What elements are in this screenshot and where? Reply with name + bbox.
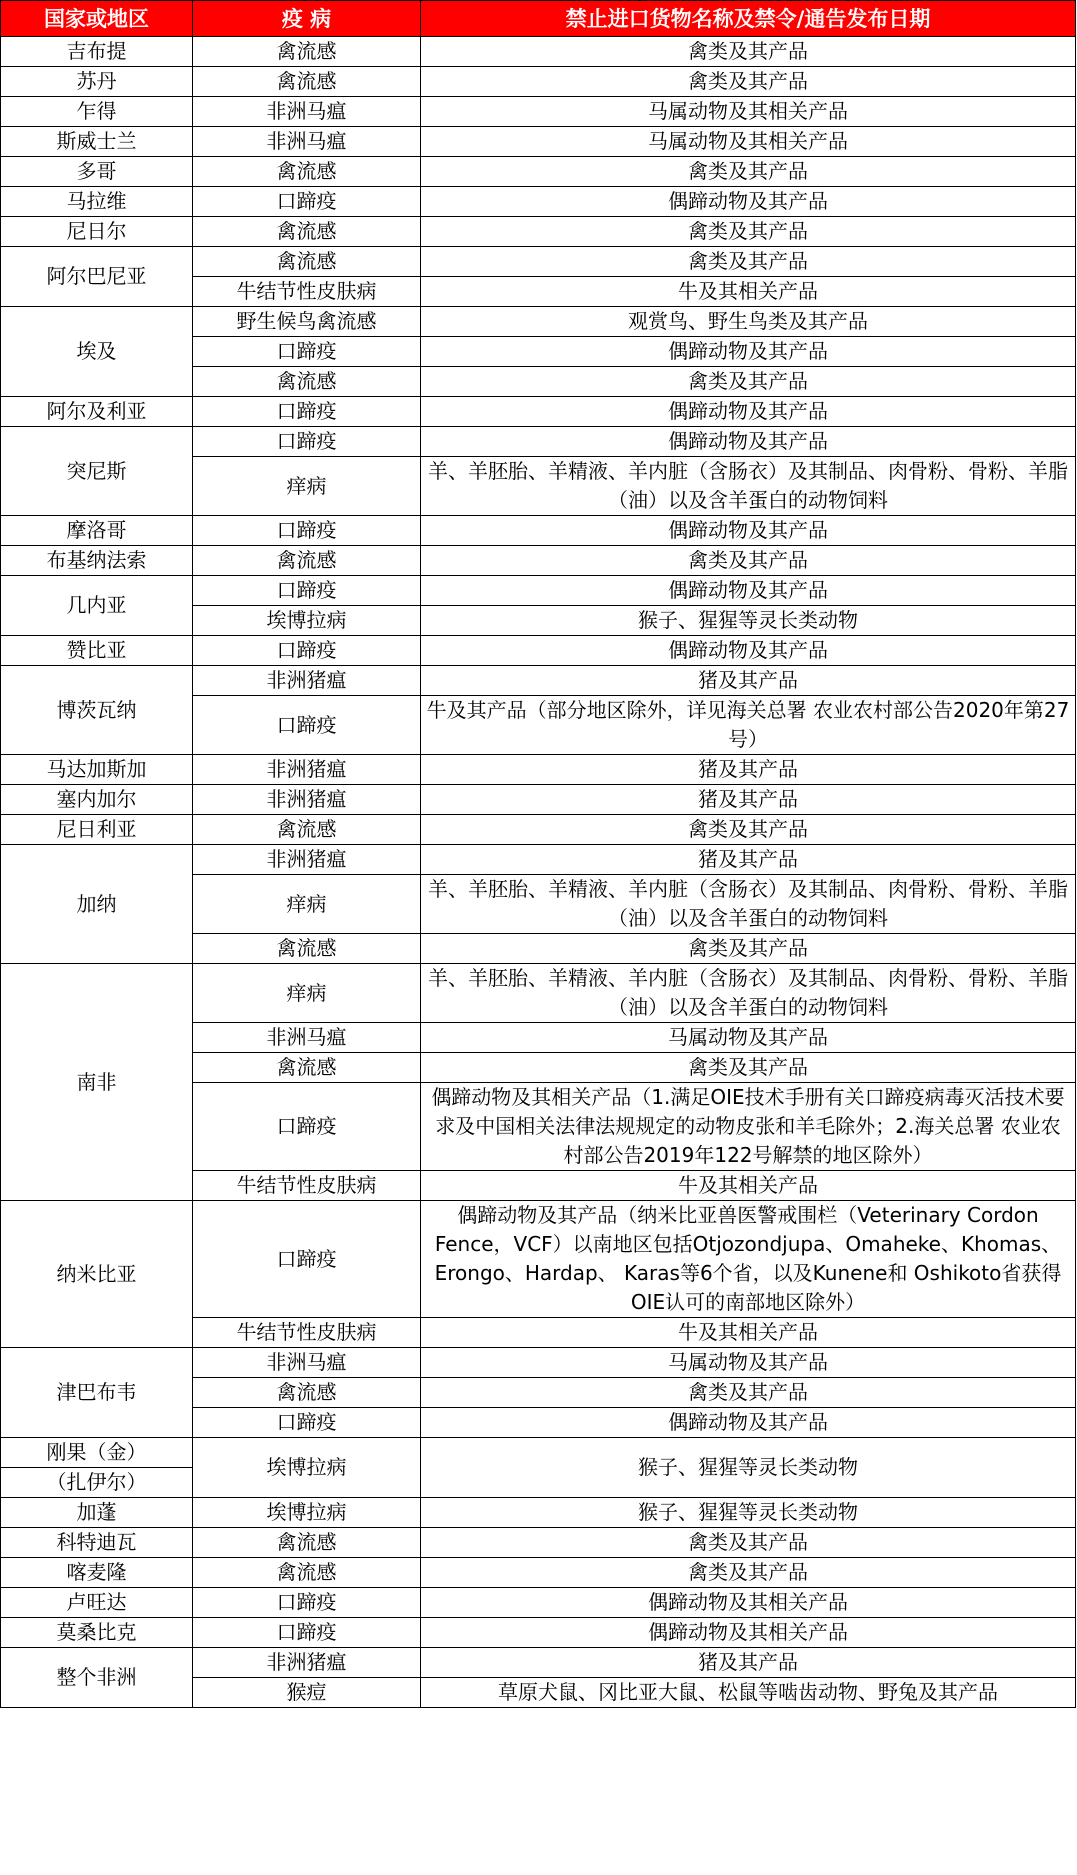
country-cell: 刚果（金）: [1, 1438, 193, 1468]
disease-cell: 口蹄疫: [193, 1408, 421, 1438]
disease-cell: 禽流感: [193, 934, 421, 964]
goods-cell: 偶蹄动物及其相关产品（1.满足OIE技术手册有关口蹄疫病毒灭活技术要求及中国相关法律法规规定的动物皮张和羊毛除外；2.海关总署 农业农村部公告2019年122号解禁的地区除外）: [421, 1083, 1076, 1171]
disease-cell: 口蹄疫: [193, 337, 421, 367]
goods-cell: 马属动物及其相关产品: [421, 127, 1076, 157]
country-cell: 马拉维: [1, 187, 193, 217]
country-cell: 突尼斯: [1, 427, 193, 516]
table-row: [1, 1201, 1076, 1318]
disease-cell: 口蹄疫: [193, 576, 421, 606]
country-cell: 科特迪瓦: [1, 1528, 193, 1558]
disease-cell: 猴痘: [193, 1678, 421, 1708]
table-row: [1, 397, 1076, 427]
country-cell: 博茨瓦纳: [1, 666, 193, 755]
goods-cell: 羊、羊胚胎、羊精液、羊内脏（含肠衣）及其制品、肉骨粉、骨粉、羊脂（油）以及含羊蛋白的动物饲料: [421, 964, 1076, 1023]
country-cell: 纳米比亚: [1, 1201, 193, 1348]
goods-cell: 羊、羊胚胎、羊精液、羊内脏（含肠衣）及其制品、肉骨粉、骨粉、羊脂（油）以及含羊蛋白的动物饲料: [421, 875, 1076, 934]
table-row: [1, 1618, 1076, 1648]
country-cell: 阿尔及利亚: [1, 397, 193, 427]
disease-cell: 禽流感: [193, 546, 421, 576]
goods-cell: 马属动物及其相关产品: [421, 97, 1076, 127]
goods-cell: 禽类及其产品: [421, 217, 1076, 247]
disease-cell: 野生候鸟禽流感: [193, 307, 421, 337]
goods-cell: 猪及其产品: [421, 755, 1076, 785]
disease-cell: 口蹄疫: [193, 1588, 421, 1618]
goods-cell: 偶蹄动物及其相关产品: [421, 1588, 1076, 1618]
goods-cell: 牛及其相关产品: [421, 1318, 1076, 1348]
table-row: [1, 576, 1076, 606]
disease-cell: 禽流感: [193, 815, 421, 845]
table-row: [1, 1648, 1076, 1678]
table-row: [1, 815, 1076, 845]
goods-cell: 禽类及其产品: [421, 367, 1076, 397]
table-row: [1, 67, 1076, 97]
country-cell: 布基纳法索: [1, 546, 193, 576]
country-cell: 塞内加尔: [1, 785, 193, 815]
disease-cell: 牛结节性皮肤病: [193, 1318, 421, 1348]
disease-cell: 非洲马瘟: [193, 1023, 421, 1053]
table-row: [1, 785, 1076, 815]
table-row: [1, 127, 1076, 157]
country-cell: 加蓬: [1, 1498, 193, 1528]
table-row: [1, 845, 1076, 875]
goods-cell: 偶蹄动物及其产品: [421, 516, 1076, 546]
disease-cell: 禽流感: [193, 1378, 421, 1408]
goods-cell: 禽类及其产品: [421, 1053, 1076, 1083]
disease-cell: 口蹄疫: [193, 427, 421, 457]
goods-cell: 猪及其产品: [421, 785, 1076, 815]
disease-cell: 口蹄疫: [193, 1201, 421, 1318]
goods-cell: 禽类及其产品: [421, 934, 1076, 964]
table-row: [1, 217, 1076, 247]
goods-cell: 偶蹄动物及其产品: [421, 576, 1076, 606]
goods-cell: 猴子、猩猩等灵长类动物: [421, 606, 1076, 636]
country-cell: 斯威士兰: [1, 127, 193, 157]
goods-cell: 禽类及其产品: [421, 37, 1076, 67]
goods-cell: 偶蹄动物及其产品（纳米比亚兽医警戒围栏（Veterinary Cordon Fence，VCF）以南地区包括Otjozondjupa、Omaheke、Khomas、Erongo、Hardap、 Karas等6个省，以及Kunene和 Oshikoto省获得OIE认可的南部地区除外）: [421, 1201, 1076, 1318]
goods-cell: 猪及其产品: [421, 1648, 1076, 1678]
country-cell: 莫桑比克: [1, 1618, 193, 1648]
country-cell: （扎伊尔）: [1, 1468, 193, 1498]
goods-cell: 猪及其产品: [421, 845, 1076, 875]
goods-cell: 偶蹄动物及其产品: [421, 187, 1076, 217]
goods-cell: 观赏鸟、野生鸟类及其产品: [421, 307, 1076, 337]
goods-cell: 禽类及其产品: [421, 247, 1076, 277]
table-row: [1, 546, 1076, 576]
disease-cell: 非洲猪瘟: [193, 785, 421, 815]
table-row: [1, 1558, 1076, 1588]
disease-cell: 禽流感: [193, 1528, 421, 1558]
disease-cell: 牛结节性皮肤病: [193, 277, 421, 307]
goods-cell: 偶蹄动物及其产品: [421, 636, 1076, 666]
goods-cell: 偶蹄动物及其产品: [421, 337, 1076, 367]
disease-cell: 禽流感: [193, 1053, 421, 1083]
disease-cell: 非洲猪瘟: [193, 666, 421, 696]
disease-cell: 禽流感: [193, 1558, 421, 1588]
goods-cell: 禽类及其产品: [421, 1558, 1076, 1588]
country-cell: 尼日尔: [1, 217, 193, 247]
disease-cell: 痒病: [193, 964, 421, 1023]
disease-cell: 牛结节性皮肤病: [193, 1171, 421, 1201]
header-goods: 禁止进口货物名称及禁令/通告发布日期: [421, 1, 1076, 37]
goods-cell: 偶蹄动物及其产品: [421, 1408, 1076, 1438]
disease-cell: 埃博拉病: [193, 1498, 421, 1528]
disease-cell: 口蹄疫: [193, 1083, 421, 1171]
goods-cell: 禽类及其产品: [421, 1378, 1076, 1408]
country-cell: 吉布提: [1, 37, 193, 67]
disease-cell: 痒病: [193, 875, 421, 934]
header-country: 国家或地区: [1, 1, 193, 37]
disease-cell: 口蹄疫: [193, 636, 421, 666]
country-cell: 卢旺达: [1, 1588, 193, 1618]
table-row: [1, 755, 1076, 785]
goods-cell: 禽类及其产品: [421, 67, 1076, 97]
country-cell: 马达加斯加: [1, 755, 193, 785]
disease-cell: 非洲猪瘟: [193, 755, 421, 785]
goods-cell: 禽类及其产品: [421, 546, 1076, 576]
disease-cell: 禽流感: [193, 367, 421, 397]
disease-cell: 埃博拉病: [193, 1438, 421, 1498]
disease-cell: 非洲马瘟: [193, 97, 421, 127]
disease-cell: 痒病: [193, 457, 421, 516]
goods-cell: 偶蹄动物及其相关产品: [421, 1618, 1076, 1648]
table-row: [1, 1438, 1076, 1468]
goods-cell: 猪及其产品: [421, 666, 1076, 696]
country-cell: 喀麦隆: [1, 1558, 193, 1588]
header-row: [1, 1, 1076, 37]
table-row: [1, 187, 1076, 217]
table-row: [1, 1588, 1076, 1618]
goods-cell: 禽类及其产品: [421, 157, 1076, 187]
disease-cell: 口蹄疫: [193, 397, 421, 427]
goods-cell: 牛及其相关产品: [421, 277, 1076, 307]
disease-cell: 口蹄疫: [193, 696, 421, 755]
table-row: [1, 427, 1076, 457]
country-cell: 尼日利亚: [1, 815, 193, 845]
table-row: [1, 1498, 1076, 1528]
table-row: [1, 37, 1076, 67]
goods-cell: 猴子、猩猩等灵长类动物: [421, 1438, 1076, 1498]
country-cell: 整个非洲: [1, 1648, 193, 1708]
goods-cell: 羊、羊胚胎、羊精液、羊内脏（含肠衣）及其制品、肉骨粉、骨粉、羊脂（油）以及含羊蛋白的动物饲料: [421, 457, 1076, 516]
disease-cell: 禽流感: [193, 67, 421, 97]
country-cell: 苏丹: [1, 67, 193, 97]
goods-cell: 猴子、猩猩等灵长类动物: [421, 1498, 1076, 1528]
goods-cell: 马属动物及其产品: [421, 1348, 1076, 1378]
goods-cell: 牛及其相关产品: [421, 1171, 1076, 1201]
disease-cell: 禽流感: [193, 217, 421, 247]
goods-cell: 牛及其产品（部分地区除外，详见海关总署 农业农村部公告2020年第27号）: [421, 696, 1076, 755]
table-row: [1, 1528, 1076, 1558]
goods-cell: 偶蹄动物及其产品: [421, 427, 1076, 457]
disease-cell: 禽流感: [193, 37, 421, 67]
disease-cell: 非洲马瘟: [193, 127, 421, 157]
table-row: [1, 307, 1076, 337]
table-row: [1, 516, 1076, 546]
disease-cell: 禽流感: [193, 247, 421, 277]
table-row: [1, 157, 1076, 187]
country-cell: 津巴布韦: [1, 1348, 193, 1438]
disease-cell: 禽流感: [193, 157, 421, 187]
disease-cell: 埃博拉病: [193, 606, 421, 636]
goods-cell: 马属动物及其产品: [421, 1023, 1076, 1053]
country-cell: 赞比亚: [1, 636, 193, 666]
country-cell: 埃及: [1, 307, 193, 397]
table-row: [1, 1348, 1076, 1378]
table-row: [1, 666, 1076, 696]
disease-cell: 非洲猪瘟: [193, 845, 421, 875]
country-cell: 摩洛哥: [1, 516, 193, 546]
disease-cell: 口蹄疫: [193, 1618, 421, 1648]
goods-cell: 偶蹄动物及其产品: [421, 397, 1076, 427]
table-row: [1, 97, 1076, 127]
table-row: [1, 636, 1076, 666]
goods-cell: 禽类及其产品: [421, 1528, 1076, 1558]
goods-cell: 草原犬鼠、冈比亚大鼠、松鼠等啮齿动物、野兔及其产品: [421, 1678, 1076, 1708]
goods-cell: 禽类及其产品: [421, 815, 1076, 845]
country-cell: 乍得: [1, 97, 193, 127]
country-cell: 加纳: [1, 845, 193, 964]
country-cell: 阿尔巴尼亚: [1, 247, 193, 307]
disease-cell: 口蹄疫: [193, 187, 421, 217]
disease-cell: 口蹄疫: [193, 516, 421, 546]
table-row: [1, 964, 1076, 1023]
table-row: [1, 247, 1076, 277]
disease-cell: 非洲马瘟: [193, 1348, 421, 1378]
header-disease: 疫 病: [193, 1, 421, 37]
disease-cell: 非洲猪瘟: [193, 1648, 421, 1678]
country-cell: 多哥: [1, 157, 193, 187]
country-cell: 南非: [1, 964, 193, 1201]
country-cell: 几内亚: [1, 576, 193, 636]
table-body: [1, 37, 1076, 1708]
